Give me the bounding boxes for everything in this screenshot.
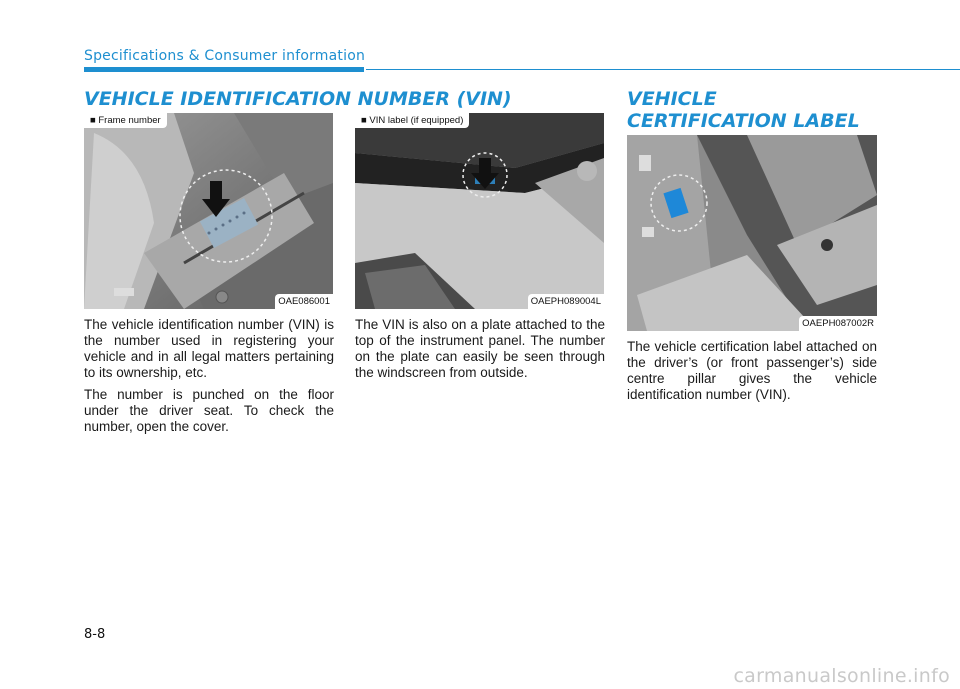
header-rule-thick [84,67,364,72]
cert-paragraph-1: The vehicle certification label attached on the driver’s (or front passenger’s) side centre pillar gives the vehicle identification number (VIN). [627,339,877,402]
header-rule-thin [366,69,960,70]
figure-caption: ■ Frame number [84,113,167,128]
vin-paragraph-1: The vehicle identification number (VIN) is the number used in registering your vehicle and in all legal matters pertaining to its ownership, etc. [84,317,334,380]
vin-label-illustration [355,113,604,309]
vin-paragraph-2: The number is punched on the floor under the driver seat. To check the number, open the cover. [84,387,334,434]
frame-number-illustration [84,113,333,309]
figure-caption: ■ VIN label (if equipped) [355,113,469,128]
watermark[interactable]: carmanualsonline.info [733,665,950,687]
figure-code: OAE086001 [275,294,333,309]
vin-label-photo [355,113,604,309]
vin-section-title: VEHICLE IDENTIFICATION NUMBER (VIN) [84,88,512,110]
figure-code: OAEPH087002R [799,316,877,331]
section-header: Specifications & Consumer information [84,48,366,64]
cert-section-title: VEHICLE CERTIFICATION LABEL [627,88,860,132]
figure-code: OAEPH089004L [528,294,604,309]
frame-number-photo [84,113,333,309]
page-number: 8-8 [84,627,106,642]
cert-label-photo [627,135,877,331]
cert-label-illustration [627,135,877,331]
vin-paragraph-3: The VIN is also on a plate attached to the top of the instrument panel. The number on the plate can easily be seen through the windscreen from outside. [355,317,605,380]
